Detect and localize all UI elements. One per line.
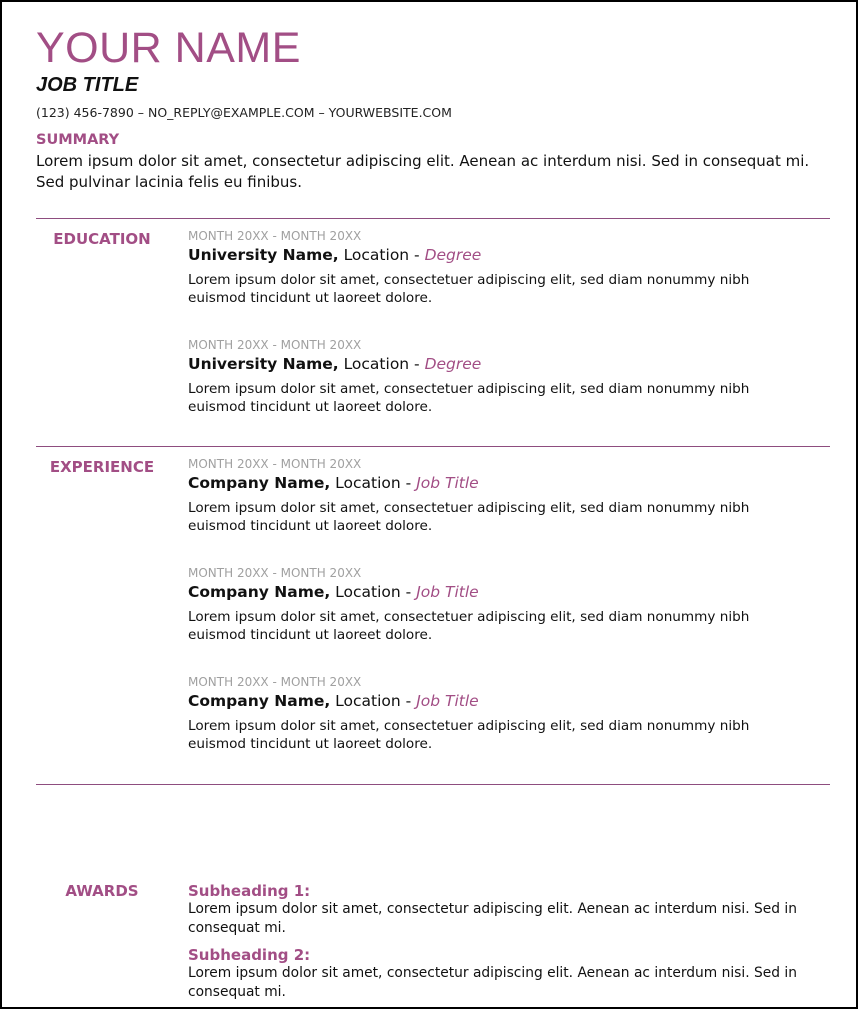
entry-job-title: Job Title xyxy=(416,692,479,710)
entry-dates: MONTH 20XX - MONTH 20XX xyxy=(188,675,362,689)
entry-dates: MONTH 20XX - MONTH 20XX xyxy=(188,566,362,580)
entry-job-title: Job Title xyxy=(416,474,479,492)
entry-location: Location - xyxy=(338,246,425,264)
entry-heading xyxy=(188,691,808,712)
entry-description: Lorem ipsum dolor sit amet, consectetuer adipiscing elit, sed diam nonummy nibh euismod tincidunt ut laoreet dolore. xyxy=(188,272,750,306)
entry-location: Location - xyxy=(330,692,417,710)
entry-dates: MONTH 20XX - MONTH 20XX xyxy=(188,457,362,471)
institution-name: University Name, xyxy=(188,355,339,373)
award-item xyxy=(188,882,818,938)
entry-degree: Degree xyxy=(424,246,482,264)
entry-dates: MONTH 20XX - MONTH 20XX xyxy=(188,338,362,352)
education-entry xyxy=(188,229,808,307)
entry-heading xyxy=(188,245,808,266)
awards-heading: AWARDS xyxy=(65,882,139,900)
award-subheading: Subheading 1: xyxy=(188,882,311,900)
section-divider xyxy=(36,218,830,219)
summary-text: Lorem ipsum dolor sit amet, consectetur adipiscing elit. Aenean ac interdum nisi. Sed in consequat mi. Sed pulvinar lacinia felis eu finibus. xyxy=(36,152,810,191)
entry-degree: Degree xyxy=(424,355,482,373)
institution-name: University Name, xyxy=(188,246,339,264)
entry-job-title: Job Title xyxy=(416,583,479,601)
education-entry xyxy=(188,338,808,416)
award-item xyxy=(188,946,818,1002)
award-description: Lorem ipsum dolor sit amet, consectetur adipiscing elit. Aenean ac interdum nisi. Sed in consequat mi. xyxy=(188,901,797,936)
company-name: Company Name, xyxy=(188,692,331,710)
entry-description: Lorem ipsum dolor sit amet, consectetuer adipiscing elit, sed diam nonummy nibh euismod tincidunt ut laoreet dolore. xyxy=(188,381,750,415)
award-description: Lorem ipsum dolor sit amet, consectetur adipiscing elit. Aenean ac interdum nisi. Sed in consequat mi. xyxy=(188,965,797,1000)
candidate-job-title: JOB TITLE xyxy=(36,74,139,96)
education-heading: EDUCATION xyxy=(53,230,151,248)
entry-location: Location - xyxy=(330,583,417,601)
entry-dates: MONTH 20XX - MONTH 20XX xyxy=(188,229,362,243)
entry-location: Location - xyxy=(338,355,425,373)
award-subheading: Subheading 2: xyxy=(188,946,311,964)
section-divider xyxy=(36,446,830,447)
entry-description: Lorem ipsum dolor sit amet, consectetuer adipiscing elit, sed diam nonummy nibh euismod tincidunt ut laoreet dolore. xyxy=(188,609,750,643)
section-divider xyxy=(36,784,830,785)
experience-entry xyxy=(188,457,808,535)
entry-heading xyxy=(188,473,808,494)
company-name: Company Name, xyxy=(188,474,331,492)
entry-location: Location - xyxy=(330,474,417,492)
experience-heading: EXPERIENCE xyxy=(49,458,155,476)
company-name: Company Name, xyxy=(188,583,331,601)
contact-line: (123) 456-7890 – NO_REPLY@EXAMPLE.COM – YOURWEBSITE.COM xyxy=(36,105,452,120)
entry-heading xyxy=(188,354,808,375)
experience-entry xyxy=(188,566,808,644)
entry-description: Lorem ipsum dolor sit amet, consectetuer adipiscing elit, sed diam nonummy nibh euismod tincidunt ut laoreet dolore. xyxy=(188,500,750,534)
summary-heading: SUMMARY xyxy=(36,132,120,148)
entry-heading xyxy=(188,582,808,603)
entry-description: Lorem ipsum dolor sit amet, consectetuer adipiscing elit, sed diam nonummy nibh euismod tincidunt ut laoreet dolore. xyxy=(188,718,750,752)
candidate-name: YOUR NAME xyxy=(36,24,301,72)
experience-entry xyxy=(188,675,808,753)
